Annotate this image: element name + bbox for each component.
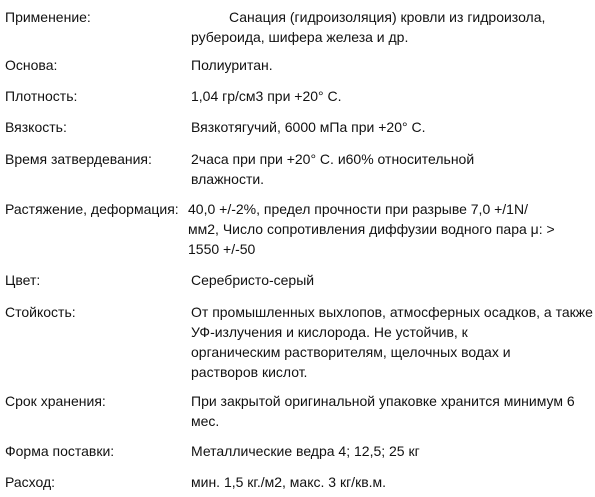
spec-value-line: мм2, Число сопротивления диффузии водного пара μ: > — [188, 221, 555, 237]
spec-value — [191, 441, 561, 461]
spec-value — [191, 117, 561, 137]
spec-label: Форма поставки: — [5, 443, 115, 459]
spec-value — [191, 302, 593, 382]
spec-value-line: Серебристо-серый — [191, 272, 315, 288]
spec-value-line: УФ-излучения и кислорода. Не устойчив, к — [191, 324, 468, 340]
spec-value-line: От промышленных выхлопов, атмосферных осадков, а также — [191, 304, 593, 320]
spec-value-line: мин. 1,5 кг./м2, макс. 3 кг/кв.м. — [191, 474, 387, 490]
spec-label: Срок хранения: — [5, 393, 106, 409]
spec-value-line: 1550 +/-50 — [188, 241, 256, 257]
spec-value-line: Полиуритан. — [191, 57, 273, 73]
spec-label: Цвет: — [5, 272, 41, 288]
spec-value — [191, 55, 561, 75]
spec-value-line: Вязкотягучий, 6000 мПа при +20° С. — [191, 119, 426, 135]
spec-label: Применение: — [5, 9, 91, 25]
spec-label: Стойкость: — [5, 304, 76, 320]
spec-value — [191, 7, 561, 47]
spec-value-line: рубероида, шифера железа и др. — [191, 29, 409, 45]
spec-value-line: 1,04 гр/см3 при +20° С. — [191, 88, 342, 104]
spec-value — [191, 149, 561, 189]
spec-value-line: 40,0 +/-2%, предел прочности при разрыве 7,0 +/1N/ — [188, 201, 528, 217]
spec-value — [188, 199, 558, 259]
spec-label: Растяжение, деформация: — [5, 201, 179, 217]
spec-value-line: 2часа при при +20° С. и60% относительной — [191, 151, 475, 167]
spec-label: Вязкость: — [5, 119, 67, 135]
spec-label: Время затвердевания: — [5, 151, 152, 167]
spec-value-line: влажности. — [191, 171, 265, 187]
spec-value-line: При закрытой оригинальной упаковке хранится минимум 6 — [191, 393, 575, 409]
spec-value-line: Металлические ведра 4; 12,5; 25 кг — [191, 443, 420, 459]
spec-label: Расход: — [5, 474, 56, 490]
spec-value — [191, 391, 575, 431]
spec-label: Основа: — [5, 57, 58, 73]
spec-value — [191, 472, 561, 492]
spec-value — [191, 270, 561, 290]
spec-value-line: Санация (гидроизоляция) кровли из гидроизола, — [229, 9, 546, 25]
spec-value-line: мес. — [191, 413, 220, 429]
spec-value-line: растворов кислот. — [191, 364, 308, 380]
spec-value — [191, 86, 561, 106]
spec-value-line: органическим растворителям, щелочных водах и — [191, 344, 511, 360]
spec-label: Плотность: — [5, 88, 78, 104]
